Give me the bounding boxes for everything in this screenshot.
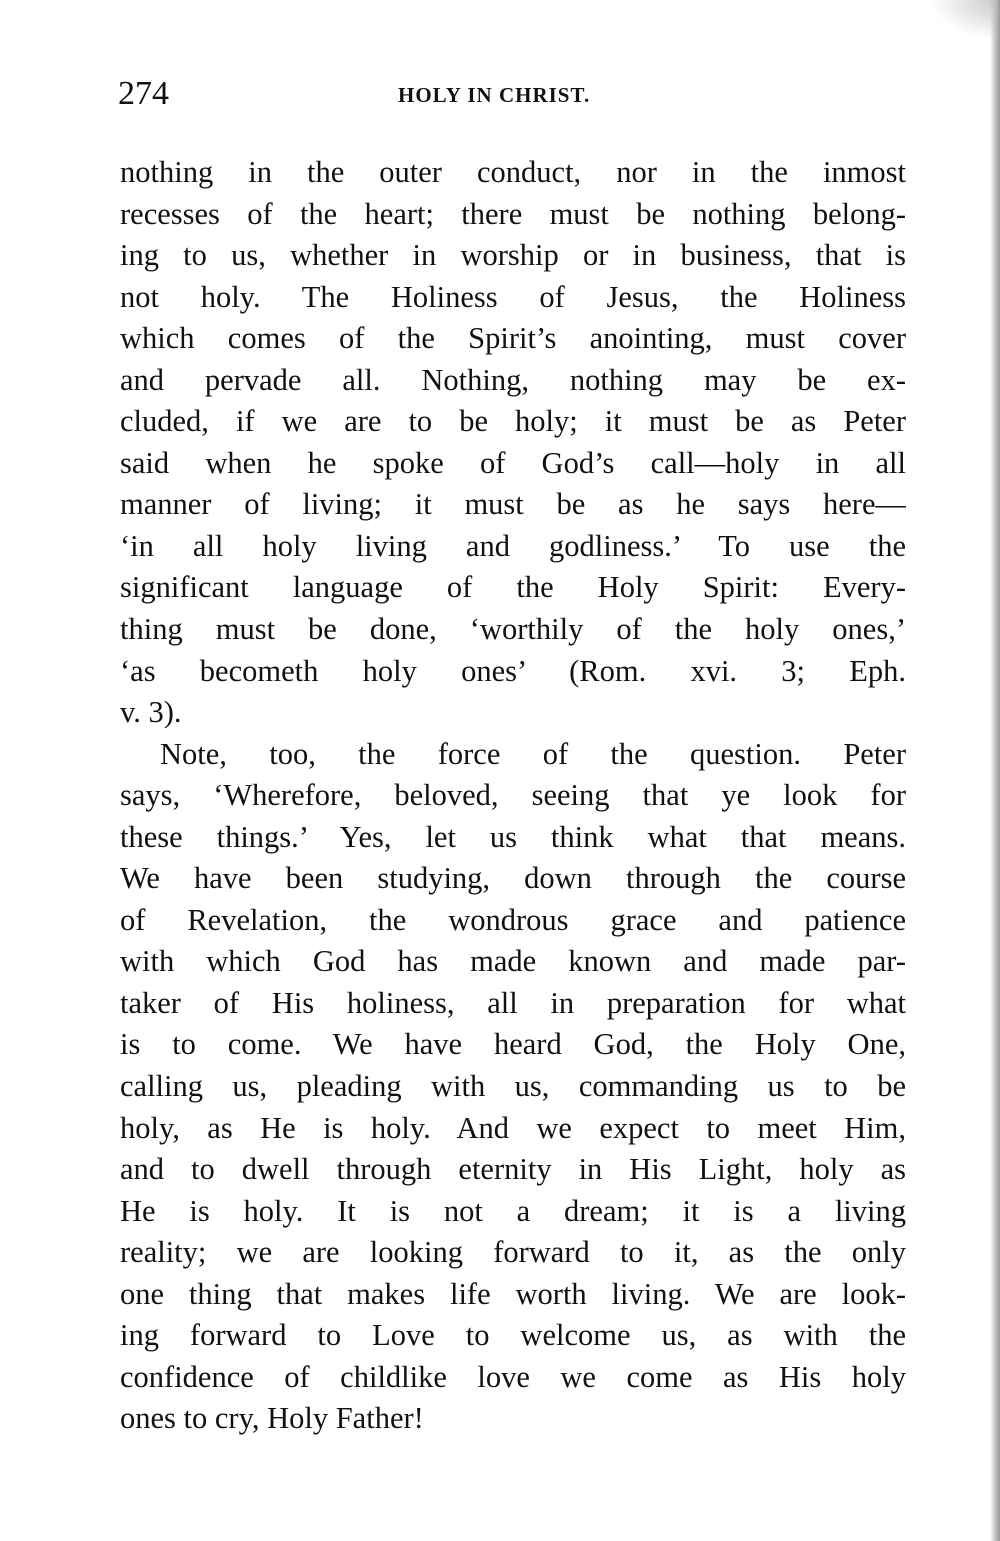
text-line: He is holy. It is not a dream; it is a living [120, 1193, 906, 1228]
text-line: with which God has made known and made par- [120, 944, 906, 979]
text-line: of Revelation, the wondrous grace and patience [120, 902, 906, 937]
text-line: ones to cry, Holy Father! [120, 1401, 424, 1436]
text-line: these things.’ Yes, let us think what that means. [120, 819, 906, 854]
running-head [118, 74, 908, 114]
text-line: taker of His holiness, all in preparation for what [120, 985, 906, 1020]
text-line: thing must be done, ‘worthily of the holy ones,’ [120, 612, 906, 647]
text-line: v. 3). [120, 695, 182, 730]
text-line: cluded, if we are to be holy; it must be as Peter [120, 404, 906, 439]
text-line: calling us, pleading with us, commanding us to be [120, 1069, 906, 1104]
text-line: ing forward to Love to welcome us, as with the [120, 1318, 906, 1353]
text-line: significant language of the Holy Spirit: Every- [120, 570, 906, 605]
running-title: HOLY IN CHRIST. [398, 83, 591, 107]
text-line: ing to us, whether in worship or in business, that is [120, 238, 906, 273]
body-text [120, 152, 906, 1440]
text-line: Note, too, the force of the question. Peter [160, 736, 906, 771]
text-line: says, ‘Wherefore, beloved, seeing that ye look for [120, 778, 906, 813]
text-line: ‘as becometh holy ones’ (Rom. xvi. 3; Eph. [120, 653, 906, 688]
text-line: We have been studying, down through the course [120, 861, 906, 896]
text-line: manner of living; it must be as he says here— [120, 487, 906, 522]
text-line: and to dwell through eternity in His Light, holy as [120, 1152, 906, 1187]
text-line: which comes of the Spirit’s anointing, must cover [120, 321, 906, 356]
text-line: nothing in the outer conduct, nor in the inmost [120, 155, 906, 189]
text-line: said when he spoke of God’s call—holy in all [120, 445, 906, 480]
text-line: recesses of the heart; there must be nothing belong- [120, 196, 906, 231]
text-line: holy, as He is holy. And we expect to meet Him, [120, 1110, 906, 1145]
text-line: reality; we are looking forward to it, as the only [120, 1235, 906, 1270]
text-line: one thing that makes life worth living. We are look- [120, 1276, 906, 1311]
text-line: is to come. We have heard God, the Holy One, [120, 1027, 906, 1062]
text-line: and pervade all. Nothing, nothing may be ex- [120, 362, 906, 397]
text-line: not holy. The Holiness of Jesus, the Holiness [120, 279, 906, 314]
text-line: confidence of childlike love we come as His holy [120, 1359, 906, 1394]
page-number: 274 [118, 75, 169, 112]
text-line: ‘in all holy living and godliness.’ To use the [120, 528, 906, 563]
page-edge-shadow [990, 0, 1000, 1541]
